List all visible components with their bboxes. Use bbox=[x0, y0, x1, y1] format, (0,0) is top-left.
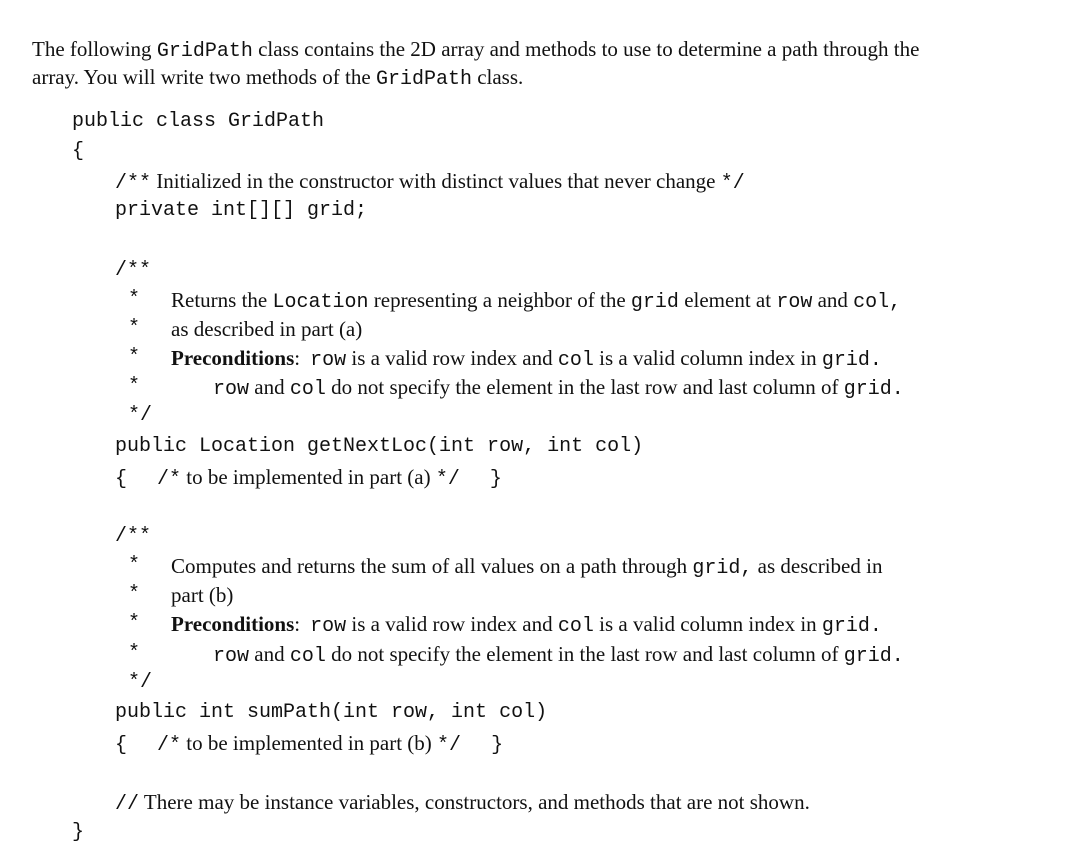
doc-preconditions-b2: row and col do not specify the element in the last row and last column of grid. bbox=[213, 642, 904, 668]
trailing-comment: // There may be instance variables, constructors, and methods that are not shown. bbox=[115, 790, 810, 816]
doc-preconditions-b: Preconditions: row is a valid row index and col is a valid column index in grid. bbox=[171, 612, 882, 638]
doc-star: * bbox=[128, 288, 141, 311]
class-close-brace: } bbox=[72, 821, 85, 844]
field-comment: /** Initialized in the constructor with distinct values that never change */ bbox=[115, 169, 745, 195]
doc-star: * bbox=[128, 317, 141, 340]
doc-star: * bbox=[128, 554, 141, 577]
class-name-inline: GridPath bbox=[375, 68, 472, 91]
doc-star: * bbox=[128, 346, 141, 369]
doc-close-b: */ bbox=[128, 671, 153, 694]
intro-text: The following bbox=[32, 37, 157, 61]
intro-line-1 bbox=[32, 36, 919, 65]
doc-star: * bbox=[128, 583, 141, 606]
method-body-b: { /* to be implemented in part (b) */ } bbox=[115, 731, 504, 757]
doc-close-a: */ bbox=[128, 404, 153, 427]
method-signature-sumpath: public int sumPath(int row, int col) bbox=[115, 701, 548, 724]
doc-star: * bbox=[128, 375, 141, 398]
method-signature-getnextloc: public Location getNextLoc(int row, int col) bbox=[115, 435, 644, 458]
doc-line-a2: as described in part (a) bbox=[171, 317, 363, 341]
doc-line-b2: part (b) bbox=[171, 583, 234, 607]
class-declaration: public class GridPath bbox=[72, 110, 325, 133]
field-declaration: private int[][] grid; bbox=[115, 199, 368, 222]
intro-text: class contains the 2D array and methods to use to determine a path through the bbox=[252, 37, 920, 61]
doc-star: * bbox=[128, 612, 141, 635]
class-open-brace: { bbox=[72, 140, 85, 163]
class-name-inline: GridPath bbox=[156, 40, 253, 63]
doc-line-b1: Computes and returns the sum of all values on a path through grid, as described in bbox=[171, 554, 883, 580]
intro-text: array. You will write two methods of the bbox=[32, 65, 376, 89]
doc-star: * bbox=[128, 642, 141, 665]
doc-preconditions-a: Preconditions: row is a valid row index and col is a valid column index in grid. bbox=[171, 346, 882, 372]
intro-line-2 bbox=[32, 64, 523, 93]
doc-open-a: /** bbox=[115, 259, 152, 282]
doc-open-b: /** bbox=[115, 525, 152, 548]
doc-line-a1: Returns the Location representing a neighbor of the grid element at row and col, bbox=[171, 288, 902, 314]
method-body-a: { /* to be implemented in part (a) */ } bbox=[115, 465, 502, 491]
intro-text: class. bbox=[471, 65, 524, 89]
doc-preconditions-a2: row and col do not specify the element in the last row and last column of grid. bbox=[213, 375, 904, 401]
